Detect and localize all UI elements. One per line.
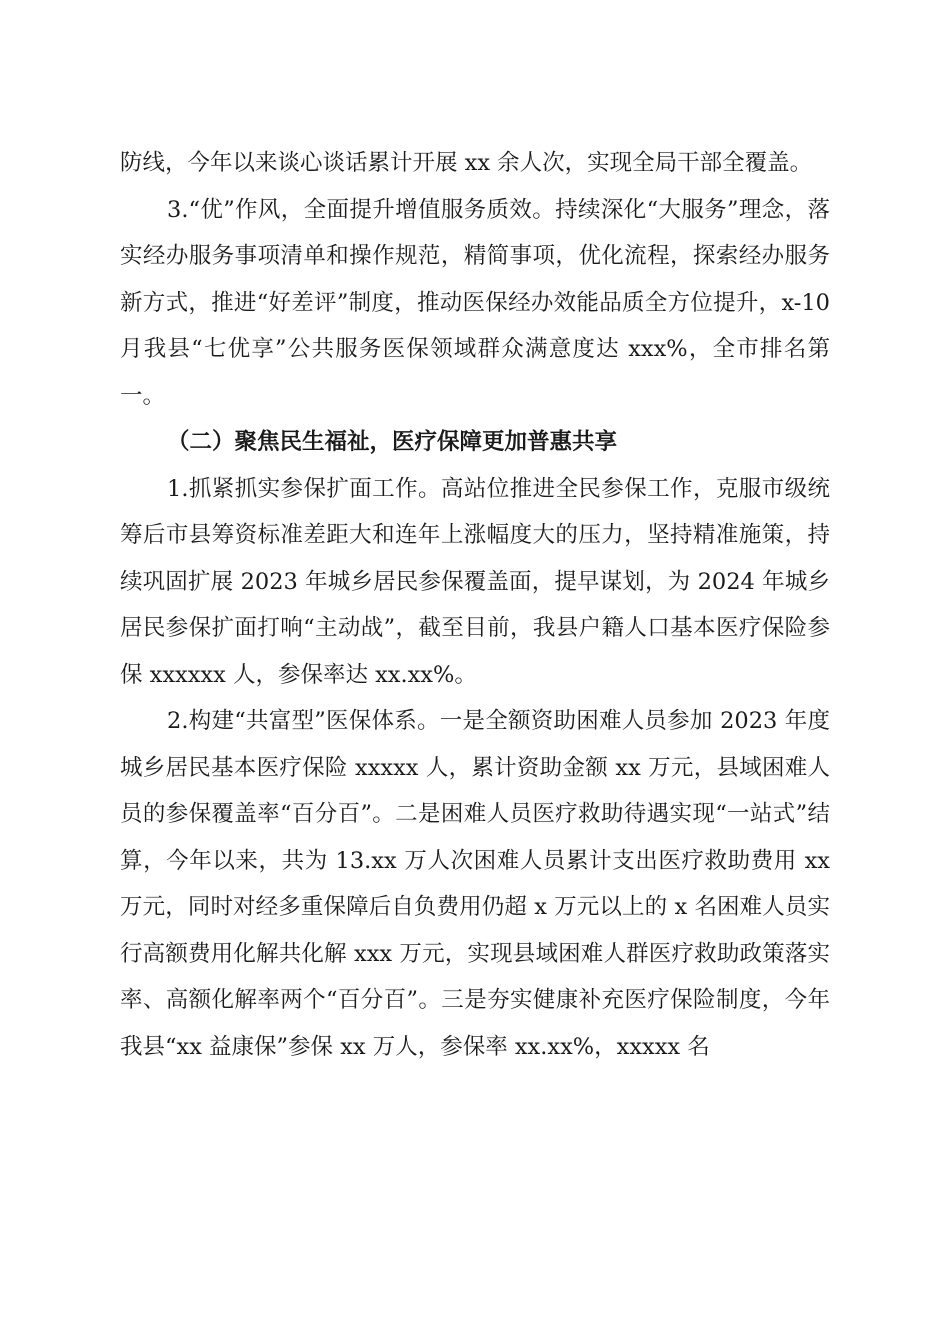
paragraph-item-1-enrollment: 1.抓紧抓实参保扩面工作。高站位推进全民参保工作，克服市级统筹后市县筹资标准差距大和连年上涨幅度大的压力，坚持精准施策，持续巩固扩展 2023 年城乡居民参保覆盖面，提早谋划，为 2024 年城乡居民参保扩面打响“主动战”，截至目前，我县户籍人口基本医疗保险参保 xxxxxx 人，参保率达 xx.xx%。 [120, 475, 830, 688]
document-body [120, 140, 830, 1070]
paragraph-continuation: 防线，今年以来谈心谈话累计开展 xx 余人次，实现全局干部全覆盖。 [120, 150, 813, 176]
paragraph-item-2-common-prosperity: 2.构建“共富型”医保体系。一是全额资助困难人员参加 2023 年度城乡居民基本医疗保险 xxxxx 人，累计资助金额 xx 万元，县域困难人员的参保覆盖率“百分百”。二是困难人员医疗救助待遇实现“一站式”结算，今年以来，共为 13.xx 万人次困难人员累计支出医疗救助费用 xx 万元，同时对经多重保障后自负费用仍超 x 万元以上的 x 名困难人员实行高额费用化解共化解 xxx 万元，实现县域困难人群医疗救助政策落实率、高额化解率两个“百分百”。三是夯实健康补充医疗保险制度，今年我县“xx 益康保”参保 xx 万人，参保率 xx.xx%，xxxxx 名 [120, 708, 830, 1060]
section-heading-2: （二）聚焦民生福祉，医疗保障更加普惠共享 [167, 429, 618, 455]
paragraph-item-3-service: 3.“优”作风，全面提升增值服务质效。持续深化“大服务”理念，落实经办服务事项清单和操作规范，精简事项，优化流程，探索经办服务新方式，推进“好差评”制度，推动医保经办效能品质全方位提升，x-10 月我县“七优享”公共服务医保领域群众满意度达 xxx%，全市排名第一。 [120, 196, 830, 409]
